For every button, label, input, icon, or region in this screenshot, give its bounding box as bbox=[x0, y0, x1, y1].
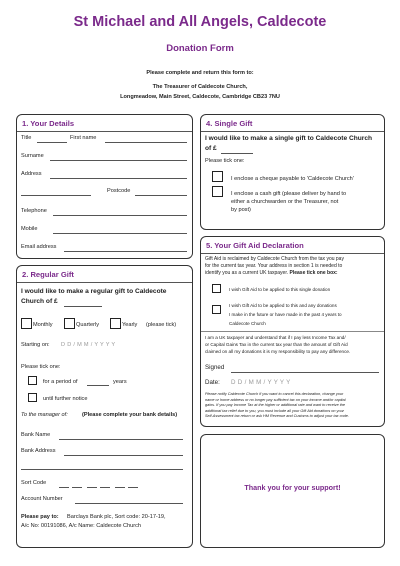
intro-line: Please complete and return this form to: bbox=[146, 70, 254, 76]
return-address bbox=[0, 68, 400, 102]
bank-details-hint: (Please complete your bank details) bbox=[82, 412, 178, 418]
section-heading: 1. Your Details bbox=[22, 119, 75, 128]
note-line: gains. If you pay Income Tax at the higher or additional rate and want to receive the bbox=[205, 403, 346, 408]
gift-aid-single-checkbox[interactable] bbox=[212, 284, 221, 293]
quarterly-checkbox[interactable] bbox=[64, 318, 75, 329]
tick-one-label: Please tick one: bbox=[205, 158, 245, 164]
pay-to-label: Please pay to: bbox=[21, 514, 59, 520]
bank-address-label: Bank Address bbox=[21, 448, 56, 454]
cheque-label: I enclose a cheque payable to 'Caldecote Church' bbox=[231, 176, 354, 182]
single-gift-prompt: I would like to make a single gift to Caldecote Church bbox=[205, 135, 373, 142]
sort-code-digit[interactable] bbox=[72, 487, 82, 488]
gift-aid-section bbox=[200, 236, 385, 427]
single-amount-field[interactable] bbox=[221, 153, 253, 154]
tick-one-label: Please tick one: bbox=[21, 364, 61, 370]
regular-gift-amount-label: Church of £ bbox=[21, 298, 58, 305]
period-checkbox[interactable] bbox=[28, 376, 37, 385]
yearly-checkbox[interactable] bbox=[110, 318, 121, 329]
telephone-field[interactable] bbox=[53, 215, 187, 216]
divider bbox=[201, 131, 384, 132]
title-label: Title bbox=[21, 135, 32, 141]
starting-on-label: Starting on: bbox=[21, 342, 50, 348]
manager-label: To the manager of: bbox=[21, 412, 68, 418]
divider bbox=[17, 282, 192, 283]
cash-label: either a churchwarden or the Treasurer, not bbox=[231, 199, 339, 205]
quarterly-label: Quarterly bbox=[76, 322, 100, 328]
regular-gift-section bbox=[16, 265, 193, 548]
pay-to-account: A/c No: 00191086, A/c Name: Caldecote Church bbox=[21, 523, 142, 529]
start-date-field[interactable]: D D / M M / Y Y Y Y bbox=[61, 342, 116, 348]
declaration-line: I am a UK taxpayer and understand that if I pay less Income Tax and/ bbox=[205, 335, 346, 340]
single-gift-amount-label: of £ bbox=[205, 145, 217, 152]
intro-line bbox=[205, 270, 344, 277]
regular-gift-prompt: I would like to make a regular gift to Caldecote bbox=[21, 288, 167, 295]
years-label: years bbox=[113, 379, 127, 385]
cash-label: I enclose a cash gift (please deliver by hand to bbox=[231, 191, 347, 197]
sort-code-digit[interactable] bbox=[59, 487, 69, 488]
account-number-field[interactable] bbox=[75, 503, 183, 504]
sort-code-digit[interactable] bbox=[87, 487, 97, 488]
gift-aid-all-label: Caldecote Church bbox=[229, 321, 266, 326]
sort-code-digit[interactable] bbox=[115, 487, 125, 488]
mobile-field[interactable] bbox=[53, 233, 187, 234]
sort-code-digit[interactable] bbox=[100, 487, 110, 488]
declaration-line: claimed on all my donations it is my responsibility to pay any difference. bbox=[205, 349, 351, 354]
gift-aid-all-checkbox[interactable] bbox=[212, 305, 221, 314]
declaration-line: or Capital Gains Tax in the current tax year than the amount of Gift Aid bbox=[205, 342, 348, 347]
your-details-section bbox=[16, 114, 193, 259]
single-gift-section bbox=[200, 114, 385, 230]
address-line-2-field[interactable] bbox=[21, 195, 91, 196]
intro-line: The Treasurer of Caldecote Church, bbox=[152, 84, 248, 90]
note-line: additional tax relief due to you, you must include all your Gift Aid donations on your bbox=[205, 408, 344, 413]
email-field[interactable] bbox=[64, 251, 187, 252]
postcode-field[interactable] bbox=[135, 195, 187, 196]
email-label: Email address bbox=[21, 244, 57, 250]
first-name-field[interactable] bbox=[105, 142, 187, 143]
sort-code-label: Sort Code bbox=[21, 480, 47, 486]
form-title: Donation Form bbox=[166, 43, 234, 54]
period-years-field[interactable] bbox=[87, 385, 109, 386]
note-line: Self-Assessment tax return or ask HM Revenue and Customs to adjust your tax code. bbox=[205, 414, 349, 419]
note-line: name or home address or no longer pay sufficient tax on your income and/or capital bbox=[205, 397, 346, 402]
tick-hint: (please tick) bbox=[146, 322, 177, 328]
note-line: Please notify Caldecote Church if you want to cancel this declaration, change your bbox=[205, 392, 344, 396]
intro-line: for the current tax year. Your address in section 1 is needed to bbox=[205, 263, 343, 270]
intro-line: Gift Aid is reclaimed by Caldecote Church from the tax you pay bbox=[205, 256, 344, 262]
signed-label: Signed bbox=[205, 364, 225, 371]
tick-box-hint: Please tick one box: bbox=[289, 270, 338, 277]
date-label: Date: bbox=[205, 379, 220, 386]
postcode-label: Postcode bbox=[107, 188, 131, 194]
intro-text: identify you as a current UK taxpayer. bbox=[205, 270, 289, 277]
monthly-checkbox[interactable] bbox=[21, 318, 32, 329]
gift-aid-single-label: I wish Gift Aid to be applied to this single donation bbox=[229, 287, 331, 292]
account-number-label: Account Number bbox=[21, 496, 63, 502]
thank-you-message: Thank you for your support! bbox=[244, 483, 341, 492]
address-label: Address bbox=[21, 171, 42, 177]
bank-name-label: Bank Name bbox=[21, 432, 51, 438]
section-heading: 2. Regular Gift bbox=[22, 270, 74, 279]
gift-aid-all-label: I wish Gift Aid to be applied to this and any donations bbox=[229, 303, 337, 308]
gift-aid-all-label: I make in the future or have made in the past 4 years to bbox=[229, 312, 342, 317]
intro-line: Longmeadow, Main Street, Caldecote, Cambridge CB23 7NU bbox=[120, 94, 280, 100]
period-label: for a period of bbox=[43, 379, 78, 385]
taxpayer-declaration bbox=[205, 334, 350, 355]
signature-field[interactable] bbox=[231, 372, 379, 373]
bank-address-field[interactable] bbox=[64, 455, 183, 456]
surname-label: Surname bbox=[21, 153, 44, 159]
yearly-label: Yearly bbox=[122, 322, 138, 328]
bank-name-field[interactable] bbox=[59, 439, 183, 440]
until-notice-label: until further notice bbox=[43, 396, 88, 402]
pay-to-bank: Barclays Bank plc, Sort code: 20-17-19, bbox=[67, 514, 166, 520]
divider bbox=[201, 331, 384, 332]
telephone-label: Telephone bbox=[21, 208, 47, 214]
first-name-label: First name bbox=[70, 135, 97, 141]
section-heading: 4. Single Gift bbox=[206, 119, 253, 128]
section-heading: 5. Your Gift Aid Declaration bbox=[206, 241, 304, 250]
gift-aid-intro bbox=[205, 256, 344, 278]
address-field[interactable] bbox=[50, 178, 187, 179]
surname-field[interactable] bbox=[50, 160, 187, 161]
title-field[interactable] bbox=[37, 142, 67, 143]
divider bbox=[17, 131, 192, 132]
cheque-checkbox[interactable] bbox=[212, 171, 223, 182]
sort-code-digit[interactable] bbox=[128, 487, 138, 488]
monthly-label: Monthly bbox=[33, 322, 53, 328]
regular-amount-field[interactable] bbox=[64, 306, 102, 307]
divider bbox=[201, 253, 384, 254]
declaration-date-field[interactable]: D D / M M / Y Y Y Y bbox=[231, 379, 291, 386]
cash-checkbox[interactable] bbox=[212, 186, 223, 197]
cash-label: by post) bbox=[231, 207, 251, 213]
church-title: St Michael and All Angels, Caldecote bbox=[73, 14, 327, 30]
until-notice-checkbox[interactable] bbox=[28, 393, 37, 402]
bank-address-line-2-field[interactable] bbox=[21, 469, 183, 470]
notification-note bbox=[205, 392, 349, 420]
thank-you-box bbox=[200, 434, 385, 548]
mobile-label: Mobile bbox=[21, 226, 38, 232]
